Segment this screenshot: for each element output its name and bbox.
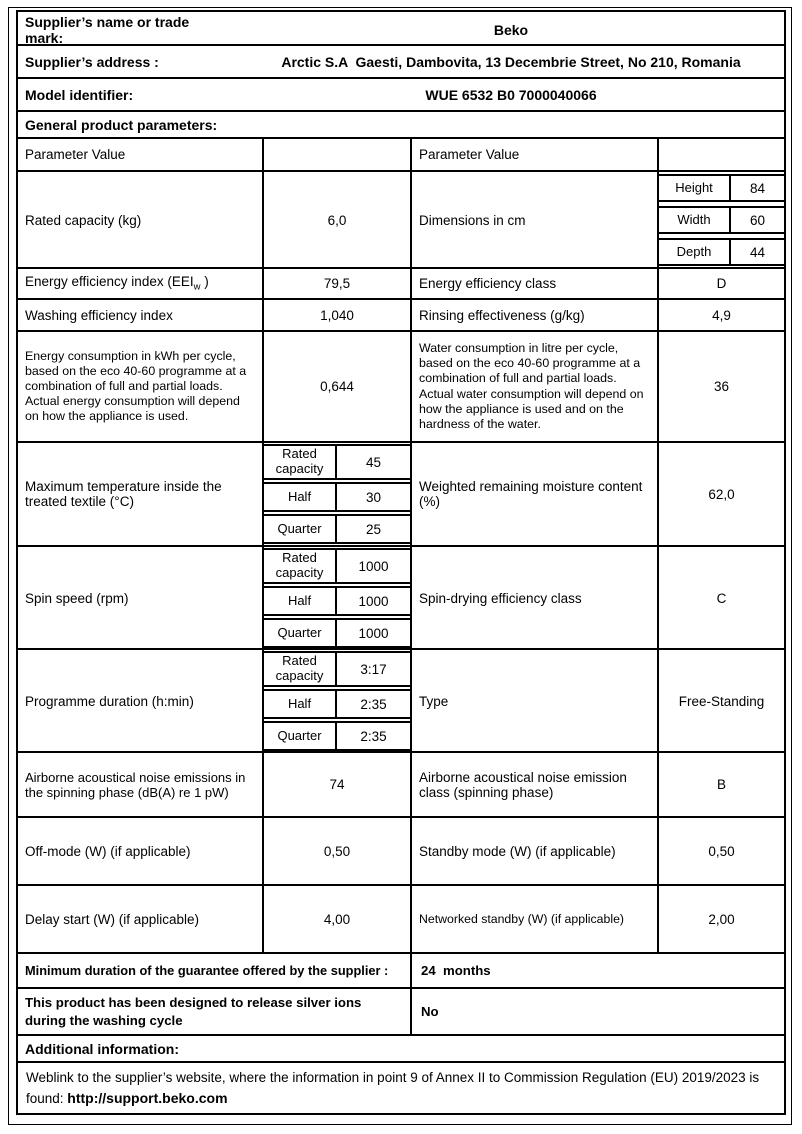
max-temperature-quarter: [264, 514, 410, 544]
max-temperature-rated-label: Rated capacity: [275, 446, 324, 476]
rinsing-label: Rinsing effectiveness (g/kg): [410, 300, 657, 330]
eei-label-subscript: w: [193, 281, 201, 293]
delay-start-label: Delay start (W) (if applicable): [25, 911, 200, 927]
eei-label-text: [25, 274, 209, 293]
off-mode-value: 0,50: [262, 818, 410, 884]
noise-value: 74: [262, 753, 410, 816]
spin-speed-quarter: [264, 618, 410, 648]
spin-speed-rated-value: 1000: [335, 550, 410, 582]
energy-consumption-label: Energy consumption in kWh per cycle, based on the eco 40-60 programme at a combination of full and partial loads. Actual energy consumption will depend on how the appliance is used.: [25, 348, 247, 424]
row-delay-start: [18, 886, 784, 954]
column-header-right: Parameter Value: [410, 139, 657, 170]
dimensions-label: Dimensions in cm: [410, 172, 657, 268]
networked-standby-label: Networked standby (W) (if applicable): [410, 886, 657, 952]
noise-class-label: Airborne acoustical noise emission class (spinning phase): [410, 753, 657, 816]
dimension-depth-value: 44: [729, 240, 784, 264]
supplier-address-value: Arctic S.A Gaesti, Dambovita, 13 Decembrie Street, No 210, Romania: [281, 53, 741, 70]
duration-rated-label: Rated capacity: [275, 653, 324, 683]
row-model-identifier: [18, 79, 784, 112]
row-off-mode: [18, 818, 784, 886]
model-identifier-value: WUE 6532 B0 7000040066: [425, 86, 597, 103]
weblink-url: http://support.beko.com: [67, 1090, 228, 1107]
duration-subtable: [262, 650, 410, 752]
spin-speed-rated-label: Rated capacity: [275, 550, 324, 580]
spin-speed-half-value: 1000: [335, 588, 410, 614]
additional-information-heading: Additional information:: [25, 1040, 179, 1057]
silver-ions-value: No: [410, 989, 784, 1034]
weblink-paragraph: [18, 1063, 784, 1115]
row-supplier-address: [18, 46, 784, 79]
max-temperature-half-label: Half: [287, 488, 312, 504]
row-max-temperature: [18, 443, 784, 547]
moisture-label: Weighted remaining moisture content (%): [410, 443, 657, 545]
noise-class-value: B: [657, 753, 784, 816]
dimension-row-width: [659, 206, 784, 234]
guarantee-label: Minimum duration of the guarantee offered by the supplier :: [25, 963, 389, 978]
max-temperature-label: Maximum temperature inside the treated textile (°C): [25, 479, 222, 509]
delay-start-value: 4,00: [262, 886, 410, 952]
type-value: Free-Standing: [657, 650, 784, 752]
dimensions-subtable: [657, 172, 784, 268]
spin-speed-quarter-value: 1000: [335, 620, 410, 646]
max-temperature-quarter-label: Quarter: [277, 520, 322, 536]
max-temperature-half-value: 30: [335, 484, 410, 510]
max-temperature-rated-value: 45: [335, 446, 410, 478]
spin-speed-half: [264, 586, 410, 616]
energy-consumption-value: 0,644: [262, 332, 410, 441]
water-consumption-value: 36: [657, 332, 784, 441]
rated-capacity-value: 6,0: [262, 172, 410, 268]
supplier-address-label: Supplier’s address :: [25, 53, 159, 70]
energy-class-value: D: [657, 269, 784, 298]
rated-capacity-label: Rated capacity (kg): [25, 212, 142, 228]
supplier-name-value: Beko: [493, 22, 529, 38]
model-identifier-label: Model identifier:: [25, 86, 134, 103]
spin-speed-subtable: [262, 547, 410, 649]
row-additional-information-heading: [18, 1036, 784, 1063]
row-programme-duration: [18, 650, 784, 753]
max-temperature-quarter-value: 25: [335, 516, 410, 542]
row-energy-efficiency-index: [18, 269, 784, 300]
supplier-name-label: Supplier’s name or trade mark:: [25, 14, 190, 46]
off-mode-label: Off-mode (W) (if applicable): [25, 843, 191, 859]
water-consumption-label: Water consumption in litre per cycle, based on the eco 40-60 programme at a combination of full and partial loads. Actual water consumption will depend on how the appliance is used and on the hardness of the water.: [410, 332, 657, 441]
general-parameters-heading: General product parameters:: [25, 116, 218, 133]
row-silver-ions: [18, 989, 784, 1036]
row-washing-efficiency: [18, 300, 784, 332]
row-rated-capacity-dimensions: [18, 172, 784, 269]
guarantee-value: 24 months: [410, 954, 784, 987]
max-temperature-half: [264, 482, 410, 512]
dimension-height-label: Height: [675, 179, 713, 195]
moisture-value: 62,0: [657, 443, 784, 545]
spin-speed-label: Spin speed (rpm): [25, 590, 129, 606]
energy-class-label: Energy efficiency class: [410, 269, 657, 298]
dimension-width-label: Width: [677, 211, 711, 227]
eei-value: 79,5: [262, 269, 410, 298]
row-guarantee: [18, 954, 784, 989]
column-header-spacer-2: [657, 139, 784, 170]
duration-rated: [264, 651, 410, 687]
spin-class-value: C: [657, 547, 784, 649]
eei-label-prefix: Energy efficiency index (EEI: [25, 274, 194, 290]
duration-quarter: [264, 721, 410, 751]
duration-quarter-label: Quarter: [277, 727, 322, 743]
type-label: Type: [410, 650, 657, 752]
column-header-left: Parameter Value: [25, 147, 126, 162]
duration-quarter-value: 2:35: [335, 723, 410, 749]
dimension-depth-label: Depth: [676, 243, 712, 259]
spin-speed-quarter-label: Quarter: [277, 624, 322, 640]
row-noise: [18, 753, 784, 818]
duration-half: [264, 689, 410, 719]
washing-efficiency-label: Washing efficiency index: [25, 307, 173, 323]
standby-label: Standby mode (W) (if applicable): [410, 818, 657, 884]
noise-label: Airborne acoustical noise emissions in the spinning phase (dB(A) re 1 pW): [25, 769, 246, 800]
networked-standby-value: 2,00: [657, 886, 784, 952]
product-fiche-table: [16, 10, 786, 1115]
row-spin-speed: [18, 547, 784, 650]
max-temperature-subtable: [262, 443, 410, 545]
duration-half-value: 2:35: [335, 691, 410, 717]
spin-speed-rated: [264, 548, 410, 584]
duration-label: Programme duration (h:min): [25, 693, 194, 709]
spin-speed-half-label: Half: [287, 592, 312, 608]
row-consumption: [18, 332, 784, 443]
dimension-row-height: [659, 174, 784, 202]
dimension-height-value: 84: [729, 176, 784, 200]
column-header-spacer-1: [262, 139, 410, 170]
row-supplier-name: [18, 12, 784, 46]
row-weblink: [18, 1063, 784, 1113]
dimension-row-depth: [659, 238, 784, 266]
duration-rated-value: 3:17: [335, 653, 410, 685]
dimension-width-value: 60: [729, 208, 784, 232]
washing-efficiency-value: 1,040: [262, 300, 410, 330]
eei-label: [18, 269, 262, 298]
silver-ions-label: This product has been designed to release silver ions during the washing cycle: [25, 995, 362, 1028]
max-temperature-rated: [264, 444, 410, 480]
standby-value: 0,50: [657, 818, 784, 884]
rinsing-value: 4,9: [657, 300, 784, 330]
duration-half-label: Half: [287, 695, 312, 711]
row-general-parameters-heading: [18, 112, 784, 139]
weblink-text: Weblink to the supplier’s website, where the information in point 9 of Annex II to Commission Regulation (EU) 2019/2023 is found:: [26, 1070, 760, 1107]
spin-class-label: Spin-drying efficiency class: [410, 547, 657, 649]
row-column-headers: [18, 139, 784, 172]
eei-label-suffix: ): [200, 274, 209, 290]
